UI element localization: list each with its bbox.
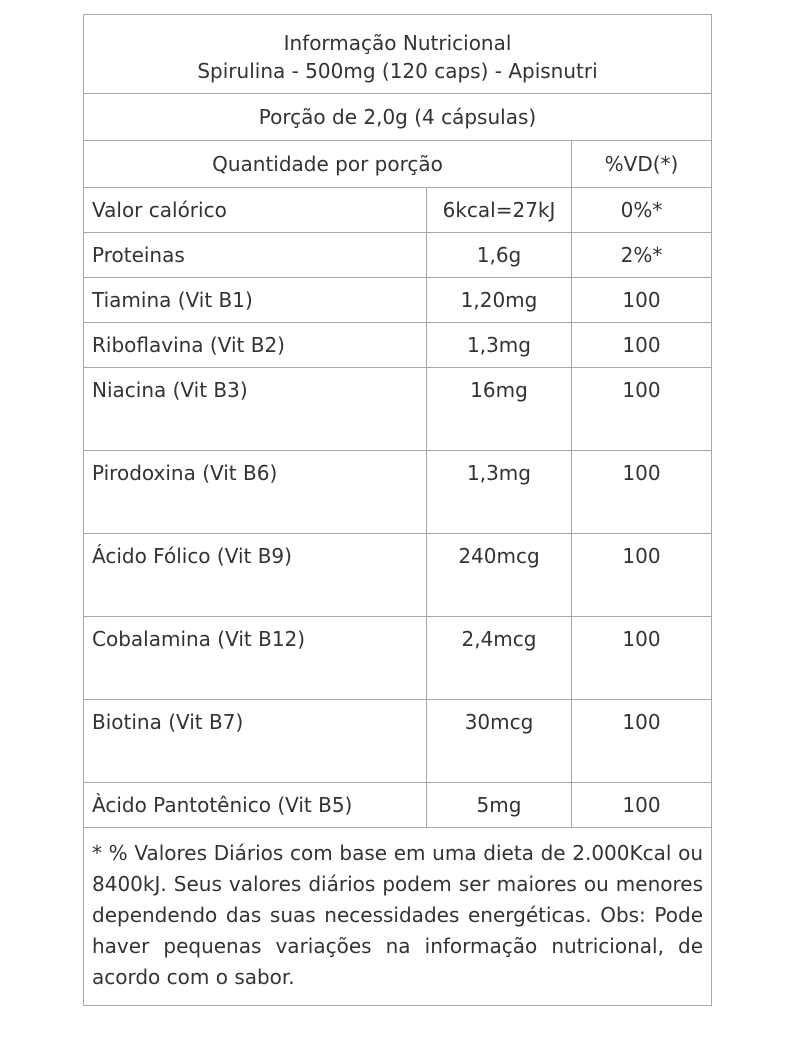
column-header-quantity: Quantidade por porção [84, 141, 572, 188]
footnote-text: * % Valores Diários com base em uma dieta de 2.000Kcal ou 8400kJ. Seus valores diários podem ser maiores ou menores dependendo das suas necessidades energéticas. Obs: Pode haver pequenas variações na informação nutricional, de acordo com o sabor. [84, 828, 712, 1006]
nutrient-dv: 100 [572, 278, 712, 323]
nutrient-name: Biotina (Vit B7) [84, 700, 427, 783]
nutrient-amount: 1,6g [427, 233, 572, 278]
table-row [84, 534, 712, 617]
table-title: Informação Nutricional [283, 31, 512, 55]
nutrient-amount: 16mg [427, 368, 572, 451]
nutrient-name: Riboflavina (Vit B2) [84, 323, 427, 368]
nutrient-dv: 100 [572, 368, 712, 451]
nutrient-dv: 100 [572, 323, 712, 368]
nutrient-dv: 2%* [572, 233, 712, 278]
nutrient-name: Ácido Fólico (Vit B9) [84, 534, 427, 617]
column-header-row [84, 141, 712, 188]
serving-row [84, 94, 712, 141]
nutrient-name: Àcido Pantotênico (Vit B5) [84, 783, 427, 828]
nutrient-name: Niacina (Vit B3) [84, 368, 427, 451]
nutrient-name: Cobalamina (Vit B12) [84, 617, 427, 700]
product-name: Spirulina - 500mg (120 caps) - Apisnutri [197, 59, 598, 83]
table-row [84, 188, 712, 233]
nutrition-facts-table [83, 14, 712, 1006]
nutrient-amount: 1,3mg [427, 451, 572, 534]
nutrient-dv: 100 [572, 700, 712, 783]
table-row [84, 700, 712, 783]
nutrient-dv: 100 [572, 534, 712, 617]
table-row [84, 451, 712, 534]
serving-size: Porção de 2,0g (4 cápsulas) [84, 94, 712, 141]
table-row [84, 278, 712, 323]
nutrient-name: Valor calórico [84, 188, 427, 233]
nutrient-amount: 30mcg [427, 700, 572, 783]
table-row [84, 783, 712, 828]
nutrient-dv: 100 [572, 617, 712, 700]
footnote-row [84, 828, 712, 1006]
column-header-dv: %VD(*) [572, 141, 712, 188]
nutrient-name: Pirodoxina (Vit B6) [84, 451, 427, 534]
nutrient-dv: 0%* [572, 188, 712, 233]
table-title-row [84, 15, 712, 94]
table-row [84, 233, 712, 278]
table-row [84, 323, 712, 368]
table-row [84, 617, 712, 700]
nutrient-amount: 6kcal=27kJ [427, 188, 572, 233]
nutrient-dv: 100 [572, 783, 712, 828]
nutrient-amount: 240mcg [427, 534, 572, 617]
nutrient-dv: 100 [572, 451, 712, 534]
table-title-cell [84, 15, 712, 94]
nutrient-name: Proteinas [84, 233, 427, 278]
nutrient-amount: 1,3mg [427, 323, 572, 368]
nutrient-amount: 2,4mcg [427, 617, 572, 700]
table-row [84, 368, 712, 451]
nutrient-amount: 5mg [427, 783, 572, 828]
nutrient-amount: 1,20mg [427, 278, 572, 323]
nutrient-name: Tiamina (Vit B1) [84, 278, 427, 323]
